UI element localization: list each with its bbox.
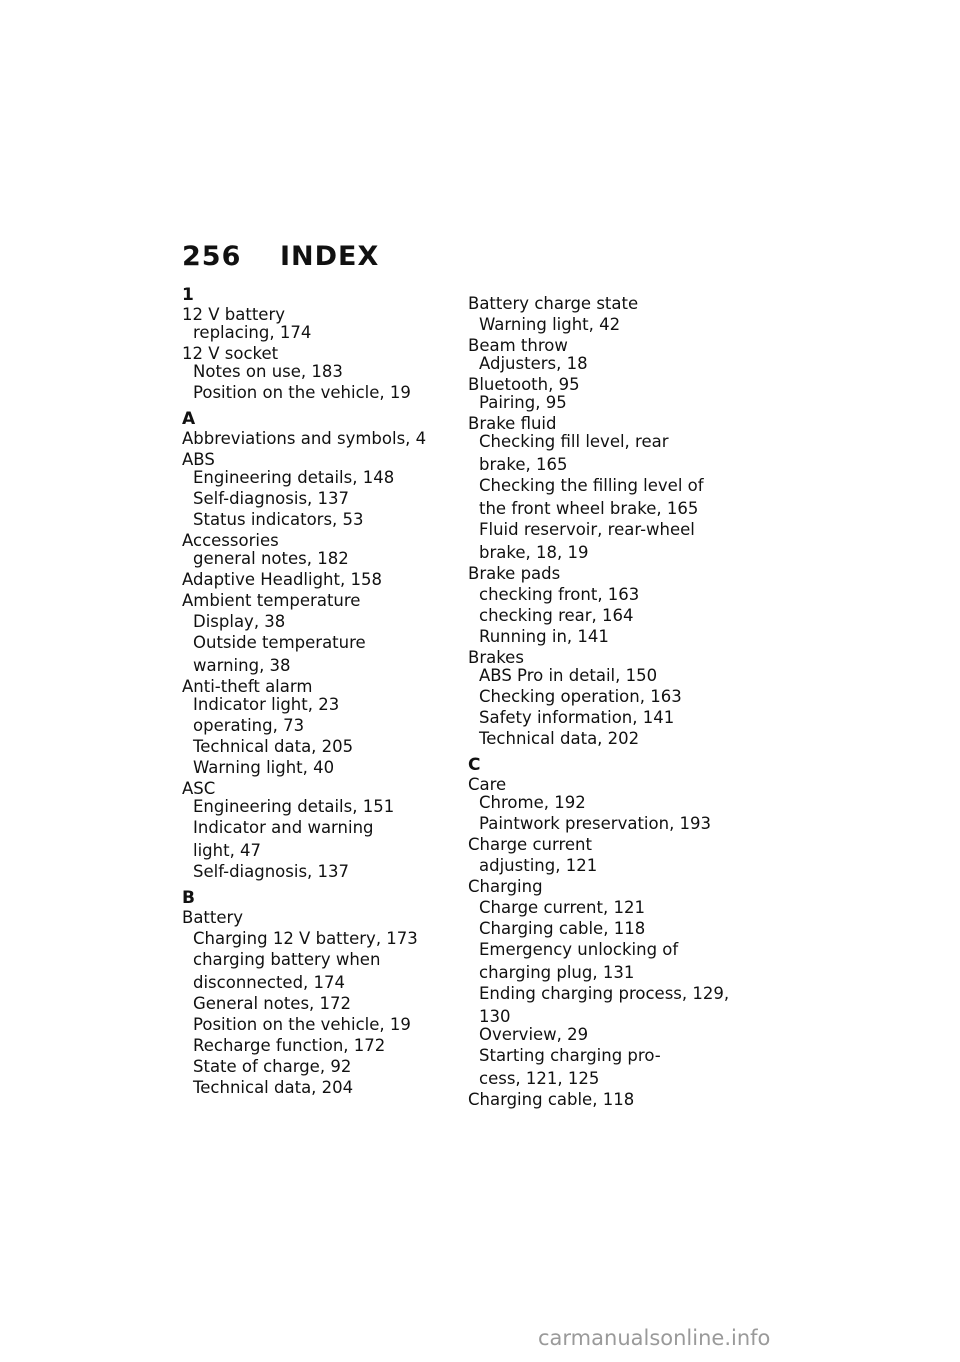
index-subentry: Technical data, 202 (479, 729, 640, 748)
index-subentry: Adjusters, 18 (479, 354, 588, 373)
index-subentry: general notes, 182 (193, 549, 349, 568)
index-subentry: Starting charging pro- (479, 1046, 661, 1065)
index-subentry-continued: light, 47 (193, 841, 262, 860)
index-subentry-continued: warning, 38 (193, 656, 291, 675)
index-subentry: State of charge, 92 (193, 1057, 352, 1076)
index-subentry: Charge current, 121 (479, 898, 645, 917)
index-term: 12 V battery (182, 305, 285, 324)
index-subentry: Outside temperature (193, 633, 366, 652)
page-number: 256 (182, 241, 242, 272)
index-term: Battery charge state (468, 294, 639, 313)
index-subentry: Indicator light, 23 (193, 695, 340, 714)
section-letter-a: A (182, 409, 196, 429)
index-subentry: Display, 38 (193, 612, 286, 631)
index-term: Anti-theft alarm (182, 677, 313, 696)
index-term: Beam throw (468, 336, 568, 355)
index-subentry-continued: the front wheel brake, 165 (479, 499, 699, 518)
index-subentry: General notes, 172 (193, 994, 352, 1013)
index-term: 12 V socket (182, 344, 279, 363)
index-subentry: charging battery when (193, 950, 381, 969)
section-letter-1: 1 (182, 285, 194, 305)
page-header (182, 241, 379, 272)
index-term: Brake fluid (468, 414, 557, 433)
index-subentry-continued: charging plug, 131 (479, 963, 635, 982)
index-subentry-continued: brake, 165 (479, 455, 568, 474)
index-subentry: Position on the vehicle, 19 (193, 1015, 411, 1034)
index-subentry-continued: cess, 121, 125 (479, 1069, 600, 1088)
index-subentry-continued: disconnected, 174 (193, 973, 346, 992)
index-subentry: Running in, 141 (479, 627, 609, 646)
index-term: ASC (182, 779, 216, 798)
index-term: Charge current (468, 835, 592, 854)
index-subentry: Safety information, 141 (479, 708, 675, 727)
index-term: Abbreviations and symbols, 4 (182, 429, 427, 448)
index-subentry: Technical data, 205 (193, 737, 354, 756)
index-subentry: Notes on use, 183 (193, 362, 343, 381)
index-subentry: Position on the vehicle, 19 (193, 383, 411, 402)
index-subentry: Status indicators, 53 (193, 510, 364, 529)
index-subentry: Engineering details, 148 (193, 468, 395, 487)
index-subentry: Pairing, 95 (479, 393, 567, 412)
index-subentry: Charging 12 V battery, 173 (193, 929, 418, 948)
watermark-text: carmanualsonline.info (538, 1326, 771, 1350)
index-subentry-continued: 130 (479, 1007, 511, 1026)
index-subentry: Warning light, 40 (193, 758, 335, 777)
index-column-left (182, 287, 452, 1098)
index-subentry-continued: brake, 18, 19 (479, 543, 589, 562)
index-subentry: Ending charging process, 129, (479, 984, 730, 1003)
index-term: Brakes (468, 648, 524, 667)
index-subentry: Indicator and warning (193, 818, 374, 837)
index-subentry: Engineering details, 151 (193, 797, 395, 816)
index-subentry: Fluid reservoir, rear-wheel (479, 520, 695, 539)
index-subentry: Charging cable, 118 (479, 919, 646, 938)
index-subentry: adjusting, 121 (479, 856, 598, 875)
index-subentry: replacing, 174 (193, 323, 312, 342)
index-subentry: Self-diagnosis, 137 (193, 489, 350, 508)
index-term: Brake pads (468, 564, 561, 583)
index-subentry: Checking fill level, rear (479, 432, 669, 451)
index-subentry: Overview, 29 (479, 1025, 589, 1044)
index-subentry: Checking operation, 163 (479, 687, 682, 706)
index-subentry: Chrome, 192 (479, 793, 586, 812)
index-column-right (468, 293, 738, 1110)
index-subentry: Warning light, 42 (479, 315, 621, 334)
index-subentry: ABS Pro in detail, 150 (479, 666, 658, 685)
index-subentry: Emergency unlocking of (479, 940, 679, 959)
index-term: ABS (182, 450, 215, 469)
index-term: Charging (468, 877, 543, 896)
index-term: Bluetooth, 95 (468, 375, 580, 394)
index-term: Ambient temperature (182, 591, 361, 610)
index-subentry: Self-diagnosis, 137 (193, 862, 350, 881)
section-letter-b: B (182, 888, 195, 908)
index-term: Battery (182, 908, 244, 927)
index-term: Accessories (182, 531, 279, 550)
index-subentry: Technical data, 204 (193, 1078, 354, 1097)
index-subentry: Recharge function, 172 (193, 1036, 386, 1055)
index-term: Care (468, 775, 507, 794)
index-term: Adaptive Headlight, 158 (182, 570, 382, 589)
section-letter-c: C (468, 755, 481, 775)
page-title: INDEX (280, 241, 380, 272)
index-subentry: checking front, 163 (479, 585, 640, 604)
index-subentry: operating, 73 (193, 716, 305, 735)
index-subentry: Checking the filling level of (479, 476, 704, 495)
index-term: Charging cable, 118 (468, 1090, 635, 1109)
index-subentry: Paintwork preservation, 193 (479, 814, 712, 833)
index-subentry: checking rear, 164 (479, 606, 634, 625)
